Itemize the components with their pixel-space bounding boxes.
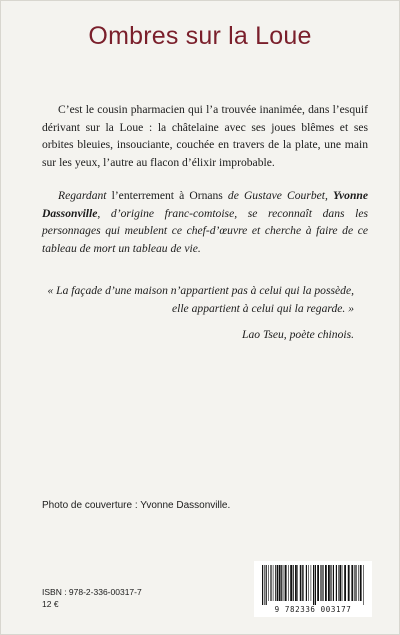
barcode-bar: [321, 565, 322, 601]
barcode-bar: [266, 565, 267, 605]
barcode-bar: [339, 565, 341, 601]
author-name: Yvonne Dassonville: [42, 189, 368, 220]
author-description: , d’origine franc-comtoise, se reconnaît dans les personnages qui meublent ce chef-d’œuvre et cherche à faire de ce tableau de mort un tableau de vie.: [42, 206, 368, 255]
barcode-bar: [295, 565, 297, 601]
barcode-bar: [356, 565, 357, 601]
barcode-bar: [273, 565, 274, 601]
barcode-bar: [288, 565, 289, 601]
barcode-bar: [358, 565, 359, 601]
barcode-bar: [264, 565, 265, 605]
summary-paragraph: C’est le cousin pharmacien qui l’a trouvée inanimée, dans l’esquif dérivant sur la Loue : la châtelaine avec ses joues blêmes et ses orbites bleuies, insouciante, couchée en travers de la plate, une main sur les yeux, l’autre au flacon d’élixir improbable.: [42, 103, 368, 169]
regardant-word: Regardant: [58, 189, 107, 202]
quote-line-1: « La façade d’une maison n’appartient pas à celui qui la possède,: [47, 284, 354, 297]
barcode-bar: [344, 565, 346, 601]
barcode-bar: [323, 565, 324, 601]
barcode-bar: [354, 565, 355, 601]
barcode-bar: [270, 565, 271, 601]
epigraph-quote: [42, 282, 354, 317]
price: 12 €: [42, 599, 59, 609]
barcode-bar: [303, 565, 304, 601]
barcode-digits: 9 782336 003177: [274, 605, 352, 614]
barcode-bar: [262, 565, 263, 605]
barcode-bar: [330, 565, 331, 601]
barcode-bar: [284, 565, 285, 601]
barcode-bar: [285, 565, 287, 601]
de-word: de: [227, 189, 244, 202]
barcode-bar: [308, 565, 309, 601]
painting-title: l’enterrement à Ornans: [106, 189, 228, 202]
barcode-bar: [342, 565, 343, 601]
barcode-bar: [277, 565, 278, 601]
barcode-bars: [260, 565, 366, 605]
isbn-number: ISBN : 978-2-336-00317-7: [42, 587, 142, 597]
barcode: [254, 561, 372, 617]
barcode-bar: [279, 565, 281, 601]
isbn-block: [42, 586, 142, 610]
barcode-bar: [281, 565, 282, 601]
quote-attribution: Lao Tseu, poète chinois.: [242, 328, 354, 341]
barcode-bar: [293, 565, 294, 601]
barcode-bar: [297, 565, 298, 601]
barcode-bar: [325, 565, 327, 601]
painter-name: Gustave Courbet,: [243, 189, 333, 202]
author-paragraph: [42, 187, 368, 257]
barcode-bar: [300, 565, 301, 601]
barcode-bar: [320, 565, 321, 601]
book-title: Ombres sur la Loue: [88, 22, 312, 50]
barcode-bar: [317, 565, 319, 601]
barcode-bar: [333, 565, 334, 601]
barcode-bar: [313, 565, 314, 605]
barcode-bar: [268, 565, 269, 601]
photo-credit: Photo de couverture : Yvonne Dassonville.: [42, 500, 231, 511]
barcode-bar: [306, 565, 307, 601]
barcode-bar: [360, 565, 362, 601]
barcode-bar: [302, 565, 303, 601]
barcode-bar: [348, 565, 350, 601]
quote-line-2: elle appartient à celui qui la regarde. »: [171, 301, 354, 315]
barcode-bar: [351, 565, 353, 601]
barcode-bar: [338, 565, 339, 601]
barcode-bar: [336, 565, 337, 601]
barcode-bar: [328, 565, 330, 601]
barcode-bar: [311, 565, 312, 601]
barcode-bar: [290, 565, 292, 601]
barcode-bar: [275, 565, 276, 601]
barcode-bar: [363, 565, 364, 605]
barcode-bar: [315, 565, 316, 605]
